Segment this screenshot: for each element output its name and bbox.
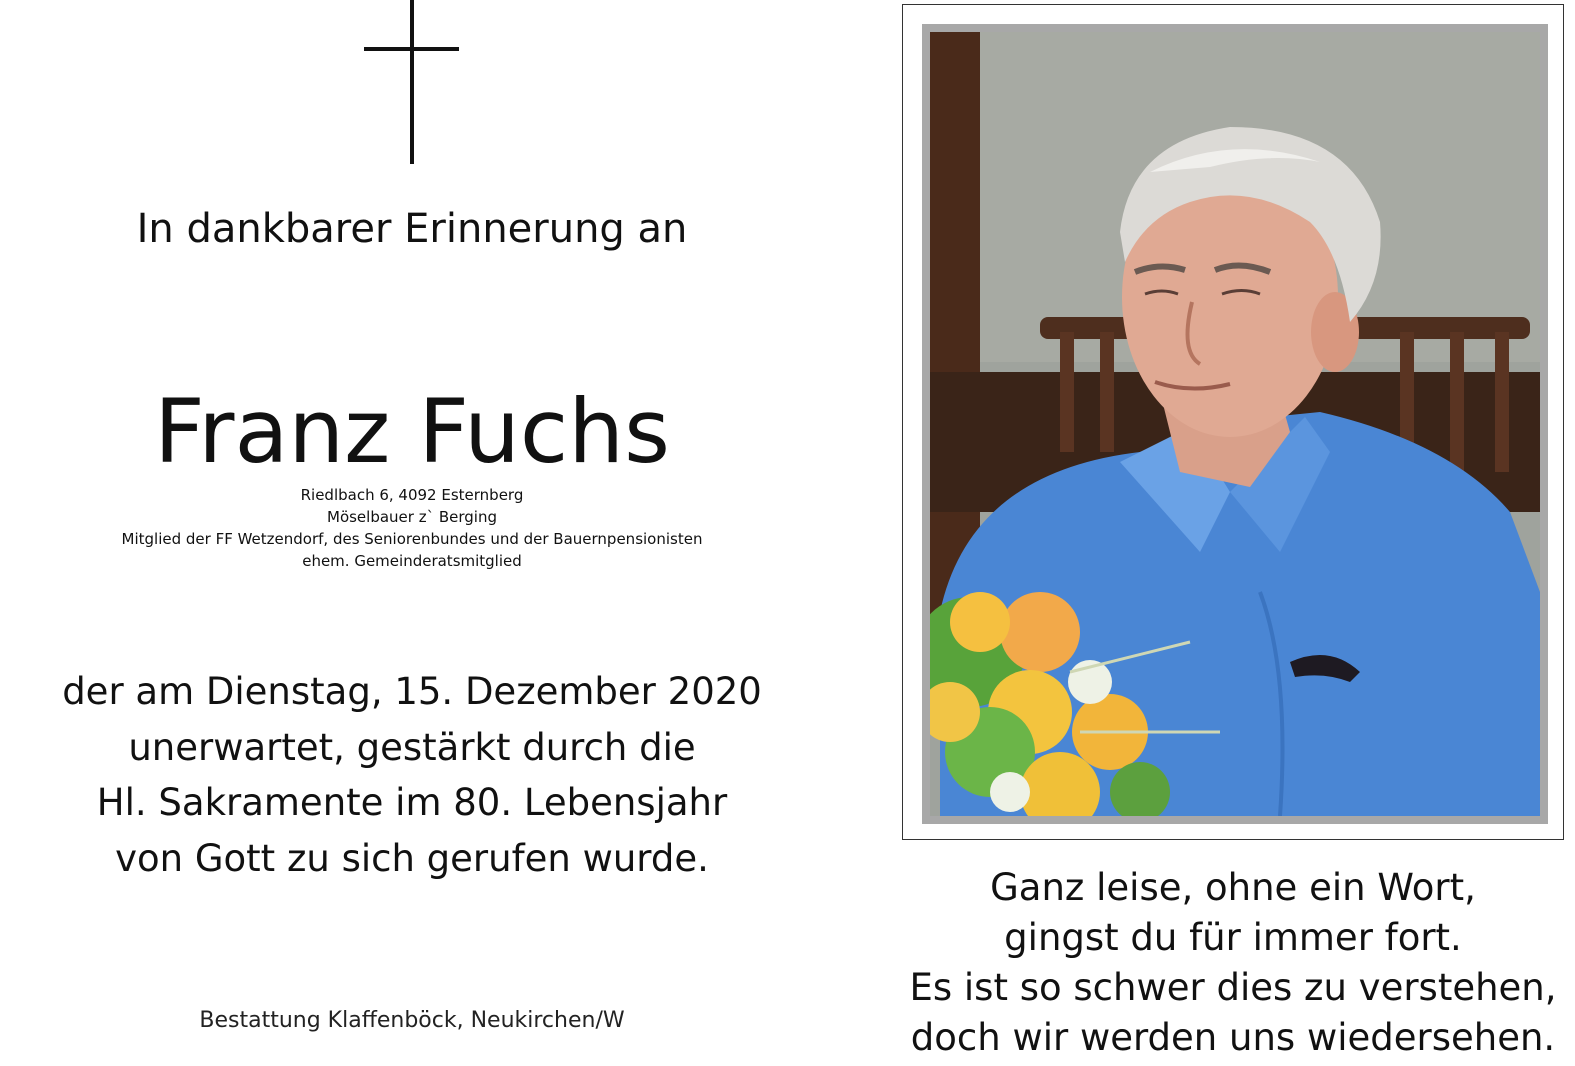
address-line: Riedlbach 6, 4092 Esternberg: [300, 486, 524, 504]
memorial-heading: In dankbarer Erinnerung an: [136, 206, 688, 252]
death-statement: [0, 664, 824, 886]
cross-icon: [410, 0, 414, 164]
portrait-illustration: [930, 32, 1540, 816]
statement-line: unerwartet, gestärkt durch die: [128, 725, 696, 769]
poem-line: gingst du für immer fort.: [1004, 916, 1462, 959]
statement-line: von Gott zu sich gerufen wurde.: [115, 836, 709, 880]
portrait-photo: [930, 32, 1540, 816]
memberships-line: Mitglied der FF Wetzendorf, des Seniorenbundes und der Bauernpensionisten: [121, 530, 703, 548]
deceased-details: [0, 484, 824, 572]
cross-icon-bar: [364, 47, 459, 51]
farm-name-line: Möselbauer z` Berging: [327, 508, 497, 526]
portrait-mat: [922, 24, 1548, 824]
former-role-line: ehem. Gemeinderatsmitglied: [302, 552, 522, 570]
poem-line: doch wir werden uns wiedersehen.: [910, 1016, 1556, 1059]
poem-line: Ganz leise, ohne ein Wort,: [990, 866, 1476, 909]
statement-line: Hl. Sakramente im 80. Lebensjahr: [96, 781, 728, 824]
deceased-name: Franz Fuchs: [154, 380, 670, 483]
portrait-frame: [902, 4, 1564, 840]
undertaker-credit: Bestattung Klaffenböck, Neukirchen/W: [199, 1008, 625, 1033]
poem-line: Es ist so schwer dies zu verstehen,: [909, 966, 1557, 1009]
statement-line: der am Dienstag, 15. Dezember 2020: [62, 670, 762, 713]
memorial-poem: [902, 863, 1564, 1063]
